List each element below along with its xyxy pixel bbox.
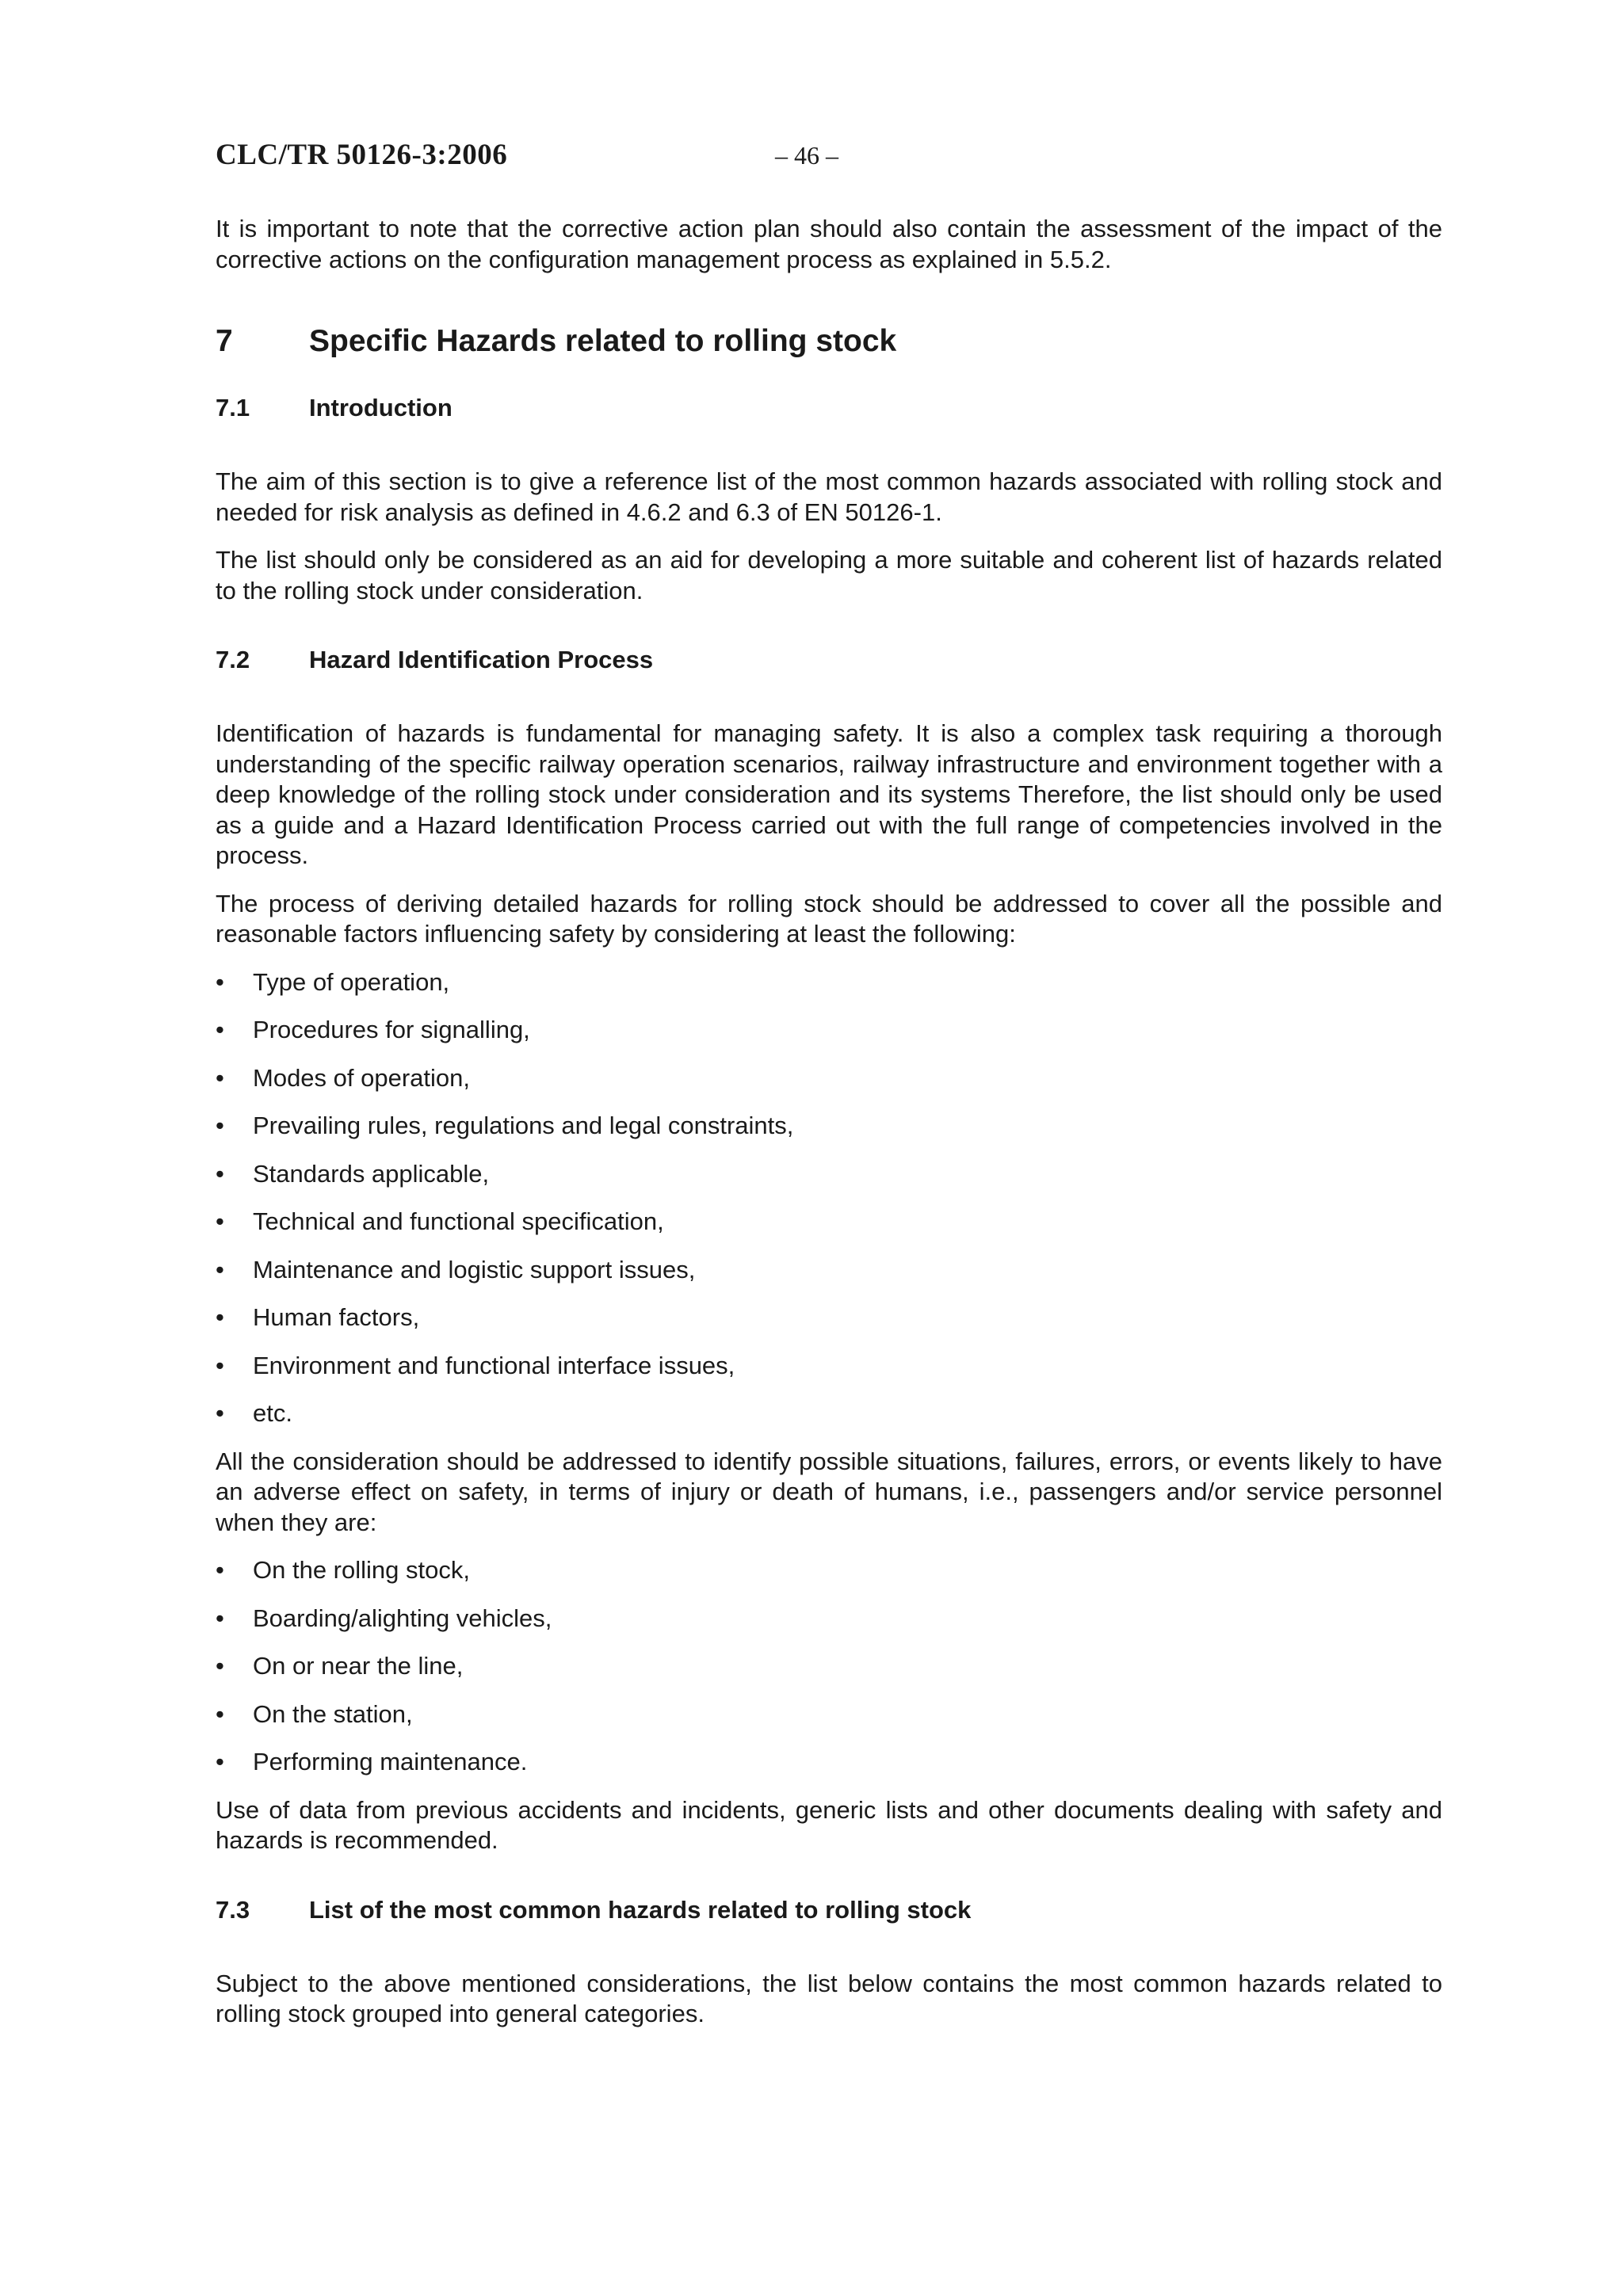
list-item-text: Type of operation, bbox=[253, 967, 450, 996]
subsection-title: Introduction bbox=[309, 394, 453, 421]
list-item bbox=[216, 1555, 1442, 1586]
list-item bbox=[216, 1351, 1442, 1382]
bullet-icon: • bbox=[216, 1159, 224, 1188]
paragraph: Subject to the above mentioned considerations, the list below contains the most common hazards related to rolling stock grouped into general categories. bbox=[216, 1969, 1442, 2027]
page-header bbox=[216, 135, 1442, 182]
list-item-text: Environment and functional interface issues, bbox=[253, 1351, 735, 1379]
subsection-heading bbox=[216, 392, 1442, 424]
list-item-text: Maintenance and logistic support issues, bbox=[253, 1255, 696, 1283]
subsection-number: 7.1 bbox=[216, 394, 250, 421]
list-item-text: Procedures for signalling, bbox=[253, 1016, 530, 1043]
bullet-icon: • bbox=[216, 1652, 224, 1680]
bullet-icon: • bbox=[216, 1399, 224, 1427]
bullet-icon: • bbox=[216, 1063, 224, 1092]
paragraph: Identification of hazards is fundamental for managing safety. It is also a complex task requiring a thorough understanding of the specific railway operation scenarios, railway infrastructure and environment together with a deep knowledge of the rolling stock under consideration and its systems Therefore, the list should only be used as a guide and a Hazard Identification Process carried out with the full range of competencies involved in the process. bbox=[216, 719, 1442, 869]
section-number: 7 bbox=[216, 324, 233, 358]
bullet-icon: • bbox=[216, 1556, 224, 1584]
list-item-text: Boarding/alighting vehicles, bbox=[253, 1604, 552, 1632]
bullet-icon: • bbox=[216, 1604, 224, 1632]
list-item-text: On or near the line, bbox=[253, 1652, 464, 1680]
list-item bbox=[216, 967, 1442, 998]
bullet-icon: • bbox=[216, 1016, 224, 1043]
list-item bbox=[216, 1015, 1442, 1046]
bullet-icon: • bbox=[216, 967, 224, 996]
bullet-list bbox=[216, 967, 1442, 1429]
paragraph: All the consideration should be addressed to identify possible situations, failures, errors, or events likely to have an adverse effect on safety, in terms of injury or death of humans, i.e., passengers and/or service personnel when they are: bbox=[216, 1447, 1442, 1536]
list-item-text: Modes of operation, bbox=[253, 1063, 471, 1092]
intro-paragraph: It is important to note that the corrective action plan should also contain the assessment of the impact of the corrective actions on the configuration management process as explained in 5.5.2. bbox=[216, 215, 1442, 273]
bullet-icon: • bbox=[216, 1207, 224, 1235]
list-item-text: Prevailing rules, regulations and legal constraints, bbox=[253, 1112, 794, 1139]
list-item-text: Technical and functional specification, bbox=[253, 1207, 664, 1235]
document-page bbox=[216, 135, 1442, 2030]
subsection-number: 7.2 bbox=[216, 646, 250, 673]
page-number: – 46 – bbox=[775, 141, 838, 170]
paragraph: The process of deriving detailed hazards for rolling stock should be addressed to cover all the possible and reasonable factors influencing safety by considering at least the following: bbox=[216, 889, 1442, 948]
subsection-title: Hazard Identification Process bbox=[309, 646, 654, 673]
document-id: CLC/TR 50126-3:2006 bbox=[216, 139, 508, 171]
list-item-text: On the station, bbox=[253, 1699, 413, 1728]
bullet-list bbox=[216, 1555, 1442, 1778]
list-item bbox=[216, 1302, 1442, 1333]
list-item bbox=[216, 1207, 1442, 1238]
list-item-text: On the rolling stock, bbox=[253, 1556, 470, 1584]
section-title: Specific Hazards related to rolling stock bbox=[309, 324, 897, 358]
section-heading bbox=[216, 322, 1442, 360]
list-item-text: Human factors, bbox=[253, 1303, 420, 1331]
list-item bbox=[216, 1398, 1442, 1429]
subsection-number: 7.3 bbox=[216, 1895, 250, 1924]
list-item bbox=[216, 1255, 1442, 1286]
paragraph: The list should only be considered as an aid for developing a more suitable and coherent list of hazards related to the rolling stock under consideration. bbox=[216, 546, 1442, 605]
list-item bbox=[216, 1651, 1442, 1682]
list-item bbox=[216, 1699, 1442, 1730]
bullet-icon: • bbox=[216, 1112, 224, 1139]
paragraph: Use of data from previous accidents and incidents, generic lists and other documents dealing with safety and hazards is recommended. bbox=[216, 1795, 1442, 1854]
list-item bbox=[216, 1604, 1442, 1634]
subsection-heading bbox=[216, 644, 1442, 676]
list-item bbox=[216, 1747, 1442, 1778]
paragraph: The aim of this section is to give a reference list of the most common hazards associated with rolling stock and needed for risk analysis as defined in 4.6.2 and 6.3 of EN 50126-1. bbox=[216, 467, 1442, 526]
list-item-text: Performing maintenance. bbox=[253, 1748, 528, 1775]
bullet-icon: • bbox=[216, 1351, 224, 1379]
list-item bbox=[216, 1111, 1442, 1142]
bullet-icon: • bbox=[216, 1748, 224, 1775]
list-item-text: Standards applicable, bbox=[253, 1159, 490, 1188]
bullet-icon: • bbox=[216, 1699, 224, 1728]
subsection-title: List of the most common hazards related to rolling stock bbox=[309, 1895, 972, 1924]
list-item bbox=[216, 1159, 1442, 1190]
list-item-text: etc. bbox=[253, 1399, 292, 1427]
list-item bbox=[216, 1063, 1442, 1094]
bullet-icon: • bbox=[216, 1303, 224, 1331]
subsection-heading bbox=[216, 1894, 1442, 1926]
bullet-icon: • bbox=[216, 1255, 224, 1283]
